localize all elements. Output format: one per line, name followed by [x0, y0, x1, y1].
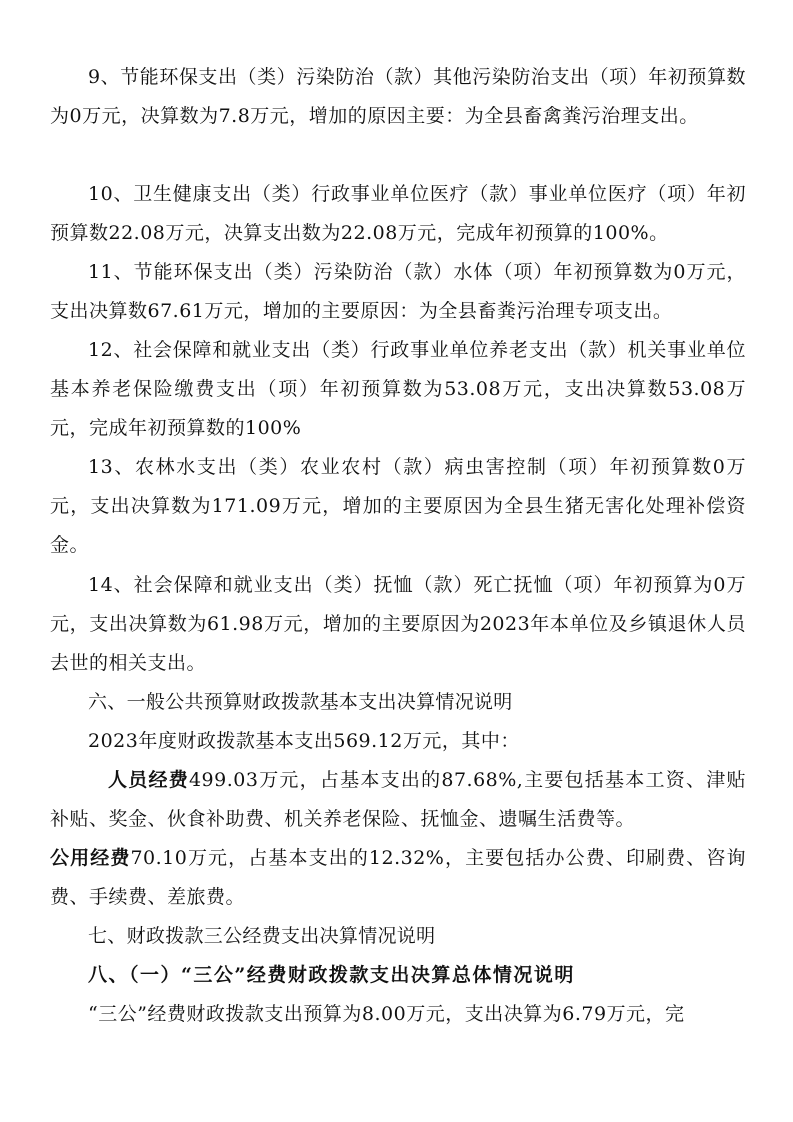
- paragraph-item-14: 14、社会保障和就业支出（类）抚恤（款）死亡抚恤（项）年初预算为0万元，支出决算数为61.98万元，增加的主要原因为2023年本单位及乡镇退休人员去世的相关支出。: [50, 574, 746, 674]
- section-8-text: “三公”经费财政拨款支出预算为8.00万元，支出决算为6.79万元，完: [88, 1003, 685, 1025]
- personnel-expense-label: 人员经费: [108, 769, 189, 791]
- paragraph-item-12: 12、社会保障和就业支出（类）行政事业单位养老支出（款）机关事业单位基本养老保险缴费支出（项）年初预算数为53.08万元，支出决算数53.08万元，完成年初预算数的100%: [50, 339, 746, 439]
- section-8-heading: 八、（一）“三公”经费财政拨款支出决算总体情况说明: [88, 964, 575, 986]
- section-7-heading: 七、财政拨款三公经费支出决算情况说明: [88, 925, 436, 947]
- personnel-expense-paragraph: [50, 761, 746, 839]
- personnel-expense-text: 499.03万元，占基本支出的87.68%,主要包括基本工资、津贴补贴、奖金、伙食补助费、机关养老保险、抚恤金、遗嘱生活费等。: [50, 769, 746, 830]
- public-expense-text: 70.10万元，占基本支出的12.32%，主要包括办公费、印刷费、咨询费、手续费、差旅费。: [50, 847, 746, 908]
- section-6-heading: 六、一般公共预算财政拨款基本支出决算情况说明: [88, 691, 513, 713]
- paragraph-item-13: 13、农林水支出（类）农业农村（款）病虫害控制（项）年初预算数0万元，支出决算数为171.09万元，增加的主要原因为全县生猪无害化处理补偿资金。: [50, 456, 746, 556]
- section-6-intro: 2023年度财政拨款基本支出569.12万元，其中：: [88, 730, 520, 752]
- public-expense-paragraph: [50, 839, 746, 917]
- paragraph-item-10: 10、卫生健康支出（类）行政事业单位医疗（款）事业单位医疗（项）年初预算数22.08万元，决算支出数为22.08万元，完成年初预算的100%。: [50, 183, 746, 244]
- paragraph-item-9: 9、节能环保支出（类）污染防治（款）其他污染防治支出（项）年初预算数为0万元，决算数为7.8万元，增加的原因主要：为全县畜禽粪污治理支出。: [50, 66, 746, 127]
- paragraph-item-11: 11、节能环保支出（类）污染防治（款）水体（项）年初预算数为0万元，支出决算数67.61万元，增加的主要原因：为全县畜粪污治理专项支出。: [50, 261, 746, 322]
- public-expense-label: 公用经费: [50, 847, 131, 869]
